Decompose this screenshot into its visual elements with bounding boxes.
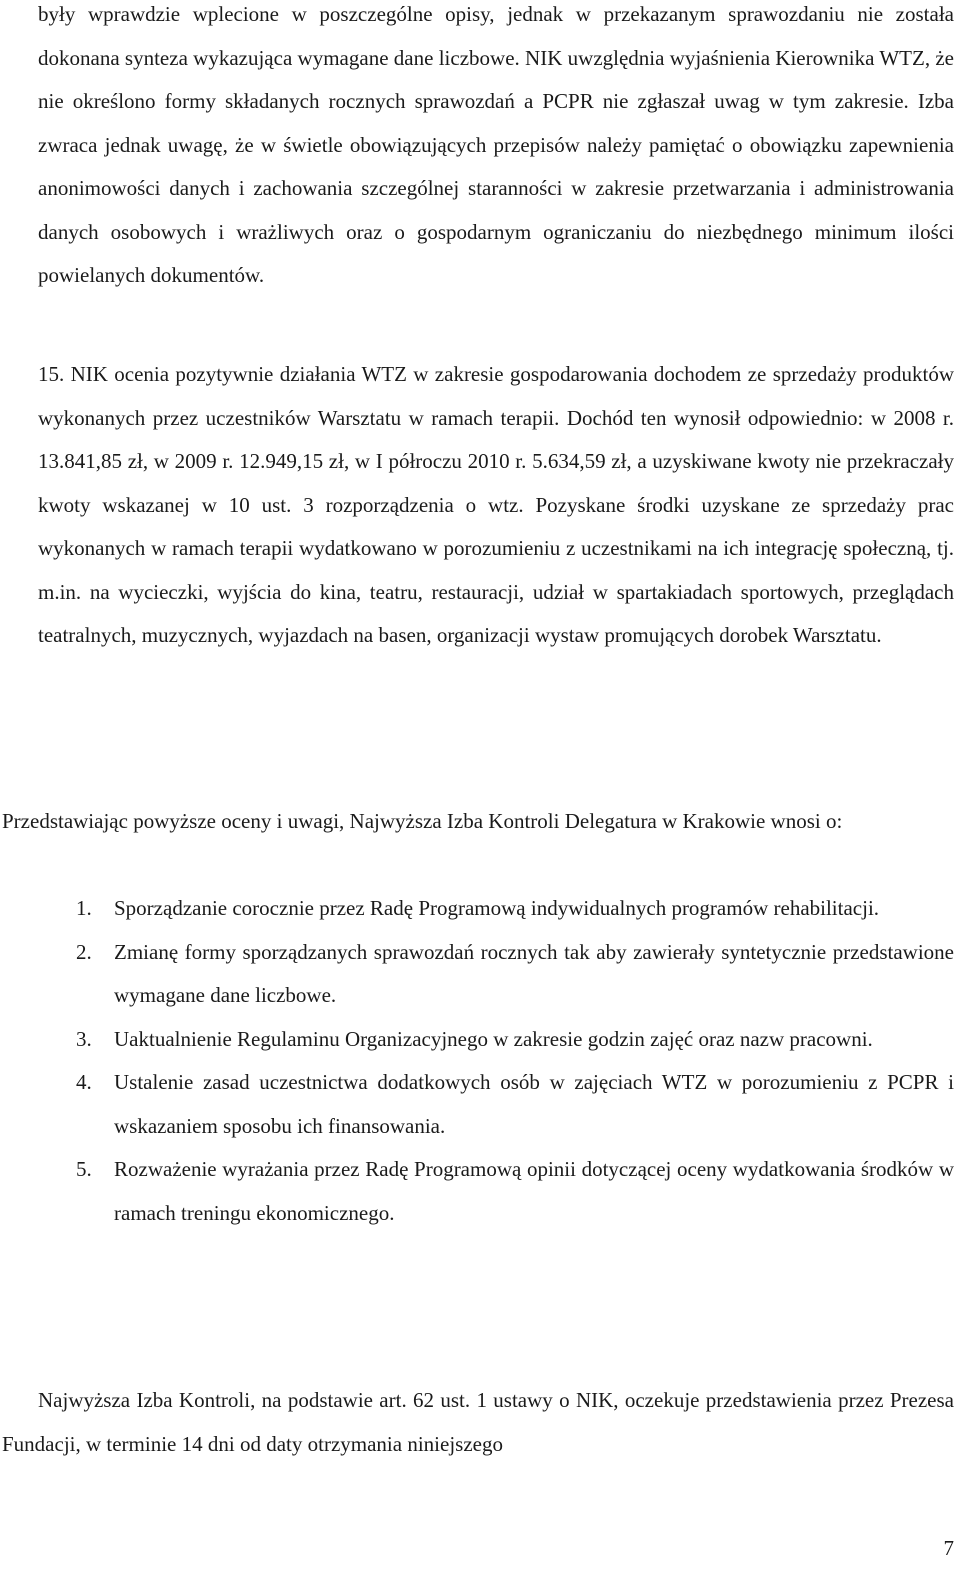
recommendation-number: 2.	[76, 939, 92, 964]
page-number: 7	[943, 1536, 954, 1560]
recommendation-text: Rozważenie wyrażania przez Radę Programową opinii dotyczącej oceny wydatkowania środków w ramach treningu ekonomicznego.	[114, 1157, 954, 1225]
recommendation-item	[76, 1148, 954, 1235]
recommendation-number: 1.	[76, 896, 92, 920]
paragraph-15: 15. NIK ocenia pozytywnie działania WTZ w zakresie gospodarowania dochodem ze sprzedaży produktów wykonanych przez uczestników Warsztatu w ramach terapii. Dochód ten wynosił odpowiednio: w 2008 r. 13.841,85 zł, w 2009 r. 12.949,15 zł, w I półroczu 2010 r. 5.634,59 zł, a uzyskiwane kwoty nie przekraczały kwoty wskazanej w 10 ust. 3 rozporządzenia o wtz. Pozyskane środki uzyskane ze sprzedaży prac wykonanych w ramach terapii wydatkowano w porozumieniu z uczestnikami na ich integrację społeczną, tj. m.in. na wycieczki, wyjścia do kina, teatru, restauracji, udział w spartakiadach sportowych, przeglądach teatralnych, muzycznych, wyjazdach na basen, organizacji wystaw promujących dorobek Warsztatu.	[38, 362, 954, 647]
recommendations-intro: Przedstawiając powyższe oceny i uwagi, Najwyższa Izba Kontroli Delegatura w Krakowie wnosi o:	[2, 809, 843, 833]
recommendation-number: 3.	[76, 1026, 92, 1051]
recommendation-text: Zmianę formy sporządzanych sprawozdań rocznych tak aby zawierały syntetycznie przedstawione wymagane dane liczbowe.	[114, 939, 954, 1007]
recommendation-text: Sporządzanie corocznie przez Radę Programową indywidualnych programów rehabilitacji.	[114, 896, 880, 920]
continuation-paragraph: były wprawdzie wplecione w poszczególne opisy, jednak w przekazanym sprawozdaniu nie została dokonana synteza wykazująca wymagane dane liczbowe. NIK uwzględnia wyjaśnienia Kierownika WTZ, że nie określono formy składanych rocznych sprawozdań a PCPR nie zgłaszał uwag w tym zakresie. Izba zwraca jednak uwagę, że w świetle obowiązujących przepisów należy pamiętać o obowiązku zapewnienia anonimowości danych i zachowania szczególnej staranności w zakresie przetwarzania i administrowania danych osobowych i wrażliwych oraz o gospodarnym ograniczaniu do niezbędnego minimum ilości powielanych dokumentów.	[38, 2, 954, 287]
recommendation-number: 5.	[76, 1157, 92, 1181]
recommendation-item	[76, 931, 954, 1018]
recommendation-text: Ustalenie zasad uczestnictwa dodatkowych osób w zajęciach WTZ w porozumieniu z PCPR i wskazaniem sposobu ich finansowania.	[114, 1070, 954, 1138]
recommendation-number: 4.	[76, 1070, 92, 1094]
recommendation-item	[76, 1061, 954, 1148]
recommendations-list	[76, 887, 954, 1235]
recommendation-item	[76, 887, 954, 931]
recommendation-text: Uaktualnienie Regulaminu Organizacyjnego w zakresie godzin zajęć oraz nazw pracowni.	[114, 1026, 873, 1051]
recommendation-item	[76, 1018, 954, 1062]
final-paragraph: Najwyższa Izba Kontroli, na podstawie art. 62 ust. 1 ustawy o NIK, oczekuje przedstawienia przez Prezesa Fundacji, w terminie 14 dni od daty otrzymania niniejszego	[2, 1388, 954, 1456]
